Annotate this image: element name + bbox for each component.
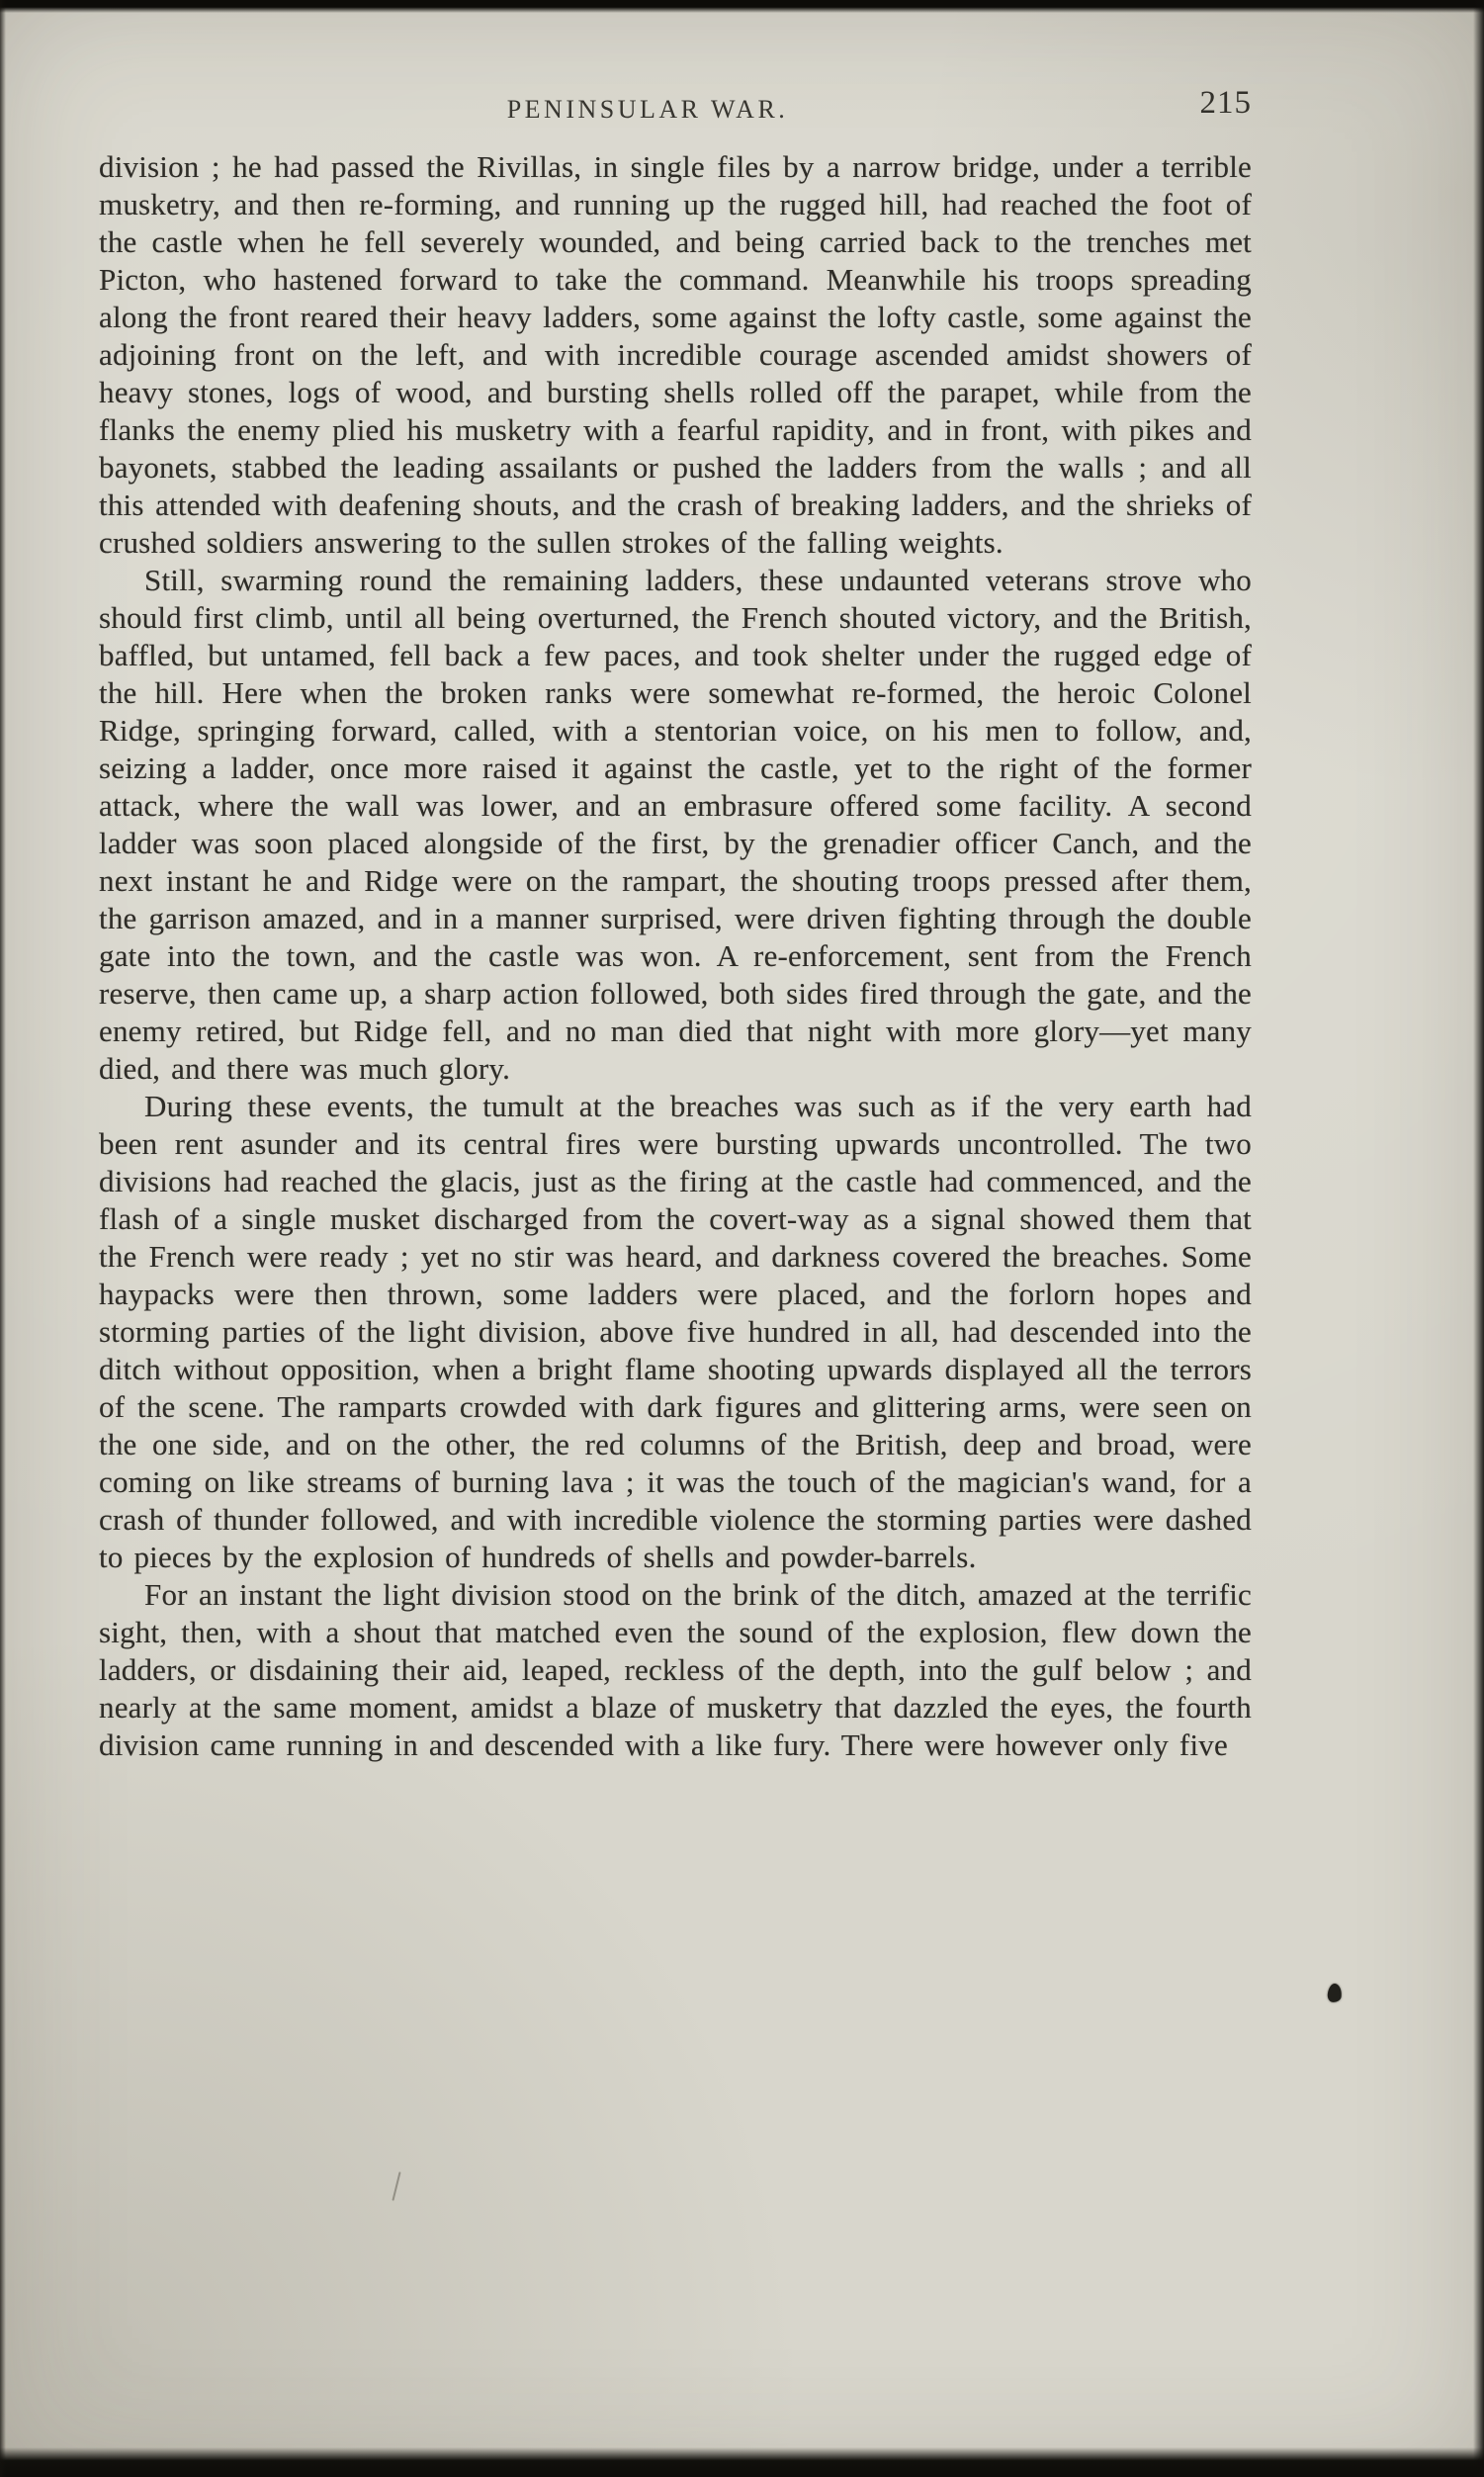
body-text bbox=[99, 148, 1252, 1764]
scan-edge-left bbox=[0, 0, 6, 2477]
stray-pen-mark bbox=[392, 2171, 400, 2201]
page-content bbox=[99, 87, 1252, 1764]
paragraph-2: Still, swarming round the remaining ladders, these undaunted veterans strove who should first climb, until all being overturned, the French shouted victory, and the British, baffled, but untamed, fell back a few paces, and took shelter under the rugged edge of the hill. Here when the broken ranks were somewhat re-formed, the heroic Colonel Ridge, springing forward, called, with a stentorian voice, on his men to follow, and, seizing a ladder, once more raised it against the castle, yet to the right of the former attack, where the wall was lower, and an embrasure offered some facility. A second ladder was soon placed alongside of the first, by the grenadier officer Canch, and the next instant he and Ridge were on the rampart, the shouting troops pressed after them, the garrison amazed, and in a manner surprised, were driven fighting through the double gate into the town, and the castle was won. A re-enforcement, sent from the French reserve, then came up, a sharp action followed, both sides fired through the gate, and the enemy retired, but Ridge fell, and no man died that night with more glory—yet many died, and there was much glory. bbox=[99, 563, 1252, 1086]
running-head bbox=[99, 87, 1252, 138]
paragraph-4: For an instant the light division stood on the brink of the ditch, amazed at the terrific sight, then, with a shout that matched even the sound of the explosion, flew down the ladders, or disdaining their aid, leaped, reckless of the depth, into the gulf below ; and nearly at the same moment, amidst a blaze of musketry that dazzled the eyes, the fourth division came running in and descended with a like fury. There were however only five bbox=[99, 1577, 1252, 1762]
ink-blot-mark bbox=[1327, 1983, 1343, 2002]
scan-edge-right bbox=[1473, 0, 1484, 2477]
scan-edge-bottom bbox=[0, 2447, 1484, 2477]
paragraph-1: division ; he had passed the Rivillas, in single files by a narrow bridge, under a terrible musketry, and then re-forming, and running up the rugged hill, had reached the foot of the castle when he fell severely wounded, and being carried back to the trenches met Picton, who hastened forward to take the command. Meanwhile his troops spreading along the front reared their heavy ladders, some against the lofty castle, some against the adjoining front on the left, and with incredible courage ascended amidst showers of heavy stones, logs of wood, and bursting shells rolled off the parapet, while from the flanks the enemy plied his musketry with a fearful rapidity, and in front, with pikes and bayonets, stabbed the leading assailants or pushed the ladders from the walls ; and all this attended with deafening shouts, and the crash of breaking ladders, and the shrieks of crushed soldiers answering to the sullen strokes of the falling weights. bbox=[99, 149, 1252, 560]
paragraph-3: During these events, the tumult at the breaches was such as if the very earth had been rent asunder and its central fires were bursting upwards uncontrolled. The two divisions had reached the glacis, just as the firing at the castle had commenced, and the flash of a single musket discharged from the covert-way as a signal showed them that the French were ready ; yet no stir was heard, and darkness covered the breaches. Some haypacks were then thrown, some ladders were placed, and the forlorn hopes and storming parties of the light division, above five hundred in all, had descended into the ditch without opposition, when a bright flame shooting upwards displayed all the terrors of the scene. The ramparts crowded with dark figures and glittering arms, were seen on the one side, and on the other, the red columns of the British, deep and broad, were coming on like streams of burning lava ; it was the touch of the magician's wand, for a crash of thunder followed, and with incredible violence the storming parties were dashed to pieces by the explosion of hundreds of shells and powder-barrels. bbox=[99, 1089, 1252, 1574]
page-number: 215 bbox=[1199, 85, 1252, 121]
scan-edge-top bbox=[0, 0, 1484, 13]
running-title: PENINSULAR WAR. bbox=[506, 95, 789, 124]
